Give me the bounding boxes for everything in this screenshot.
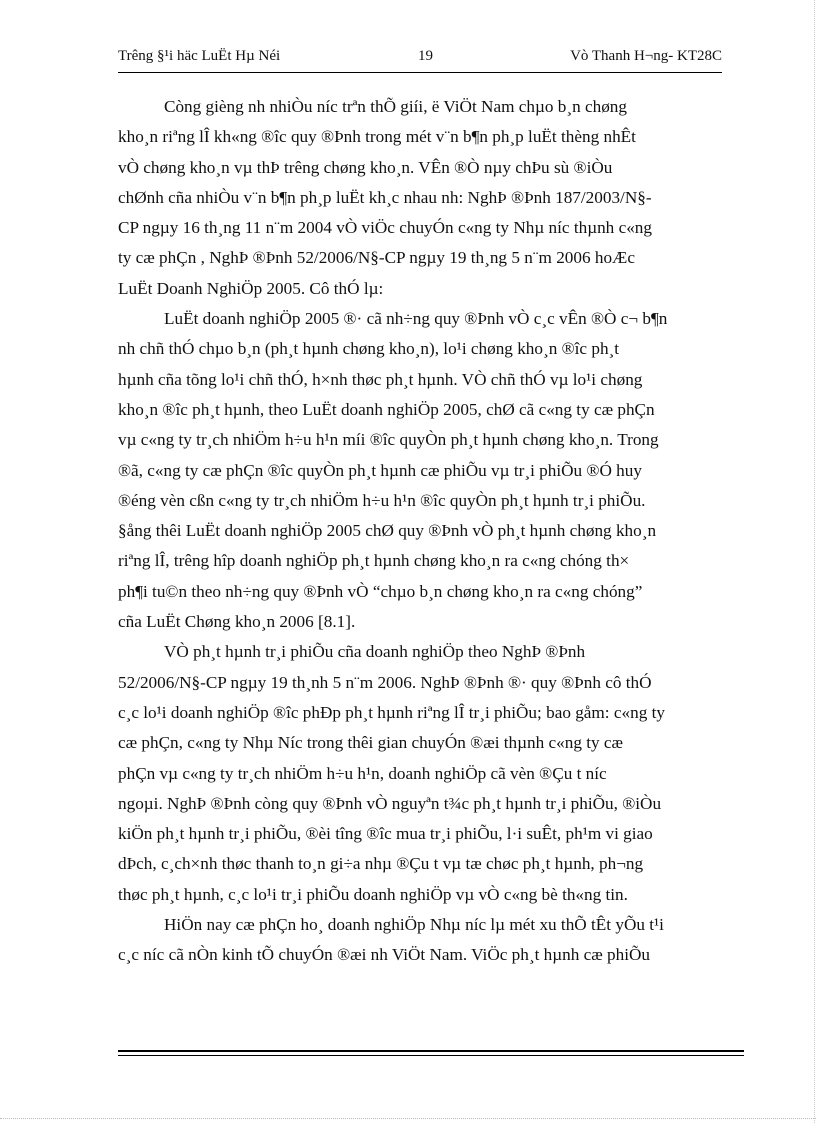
paragraph bbox=[118, 92, 740, 304]
text-line: hµnh cña tõng lo¹i chñ thÓ, h×nh thøc ph¸t hµnh. VÒ chñ thÓ vµ lo¹i chøng bbox=[118, 369, 643, 389]
text-line: cæ phÇn, c«ng ty Nhµ Níc trong thêi gian chuyÓn ®æi thµnh c«ng ty cæ bbox=[118, 733, 623, 753]
paragraph bbox=[118, 304, 740, 637]
text-line: vµ c«ng ty tr¸ch nhiÖm h÷u h¹n míi ®îc quyÒn ph¸t hµnh chøng kho¸n. Trong bbox=[118, 430, 659, 450]
text-line: kho¸n riªng lÎ kh«ng ®îc quy ®Þnh trong mét v¨n b¶n ph¸p luËt thèng nhÊt bbox=[118, 127, 636, 147]
paragraph bbox=[118, 910, 740, 971]
document-body bbox=[118, 92, 740, 971]
text-line: §ång thêi LuËt doanh nghiÖp 2005 chØ quy ®Þnh vÒ ph¸t hµnh chøng kho¸n bbox=[118, 521, 657, 541]
text-line: ty cæ phÇn , NghÞ ®Þnh 52/2006/N§-CP ngµy 19 th¸ng 5 n¨m 2006 hoÆc bbox=[118, 248, 635, 268]
header-institution: Trêng §¹i häc LuËt Hµ Néi bbox=[118, 48, 281, 64]
text-line: CP ngµy 16 th¸ng 11 n¨m 2004 vÒ viÖc chuyÓn c«ng ty Nhµ níc thµnh c«ng bbox=[118, 218, 652, 238]
paragraph bbox=[118, 637, 740, 910]
page-border-right bbox=[814, 0, 815, 1123]
text-line: vÒ chøng kho¸n vµ thÞ trêng chøng kho¸n. VÊn ®Ò nµy chÞu sù ®iÒu bbox=[118, 157, 613, 177]
text-line: c¸c lo¹i doanh nghiÖp ®îc phÐp ph¸t hµnh riªng lÎ tr¸i phiÕu; bao gåm: c«ng ty bbox=[118, 702, 665, 722]
text-line: dÞch, c¸ch×nh thøc thanh to¸n gi÷a nhµ ®Çu t vµ tæ chøc ph¸t hµnh, ph¬ng bbox=[118, 854, 644, 874]
text-line: 52/2006/N§-CP ngµy 19 th¸nh 5 n¨m 2006. NghÞ ®Þnh ®· quy ®Þnh cô thÓ bbox=[118, 672, 652, 692]
page-header bbox=[118, 48, 722, 70]
text-line: cña LuËt Chøng kho¸n 2006 [8.1]. bbox=[118, 612, 356, 632]
text-line: riªng lÎ, trêng hîp doanh nghiÖp ph¸t hµnh chøng kho¸n ra c«ng chóng th× bbox=[118, 551, 630, 571]
text-line: ®ã, c«ng ty cæ phÇn ®îc quyÒn ph¸t hµnh cæ phiÕu vµ tr¸i phiÕu ®Ó huy bbox=[118, 460, 642, 480]
text-line: LuËt Doanh NghiÖp 2005. Cô thÓ lµ: bbox=[118, 278, 384, 298]
text-line: ngoµi. NghÞ ®Þnh còng quy ®Þnh vÒ nguyªn t¾c ph¸t hµnh tr¸i phiÕu, ®iÒu bbox=[118, 793, 662, 813]
text-line: nh chñ thÓ chµo b¸n (ph¸t hµnh chøng kho¸n), lo¹i chøng kho¸n ®îc ph¸t bbox=[118, 339, 620, 359]
page-number: 19 bbox=[418, 48, 433, 64]
text-line: c¸c níc cã nÒn kinh tÕ chuyÓn ®æi nh ViÖt Nam. ViÖc ph¸t hµnh cæ phiÕu bbox=[118, 945, 650, 965]
text-line: HiÖn nay cæ phÇn ho¸ doanh nghiÖp Nhµ níc lµ mét xu thÕ tÊt yÕu t¹i bbox=[164, 915, 664, 935]
text-line: kho¸n ®îc ph¸t hµnh, theo LuËt doanh nghiÖp 2005, chØ cã c«ng ty cæ phÇn bbox=[118, 399, 655, 419]
text-line: phÇn vµ c«ng ty tr¸ch nhiÖm h÷u h¹n, doanh nghiÖp cã vèn ®Çu t níc bbox=[118, 763, 607, 783]
text-line: LuËt doanh nghiÖp 2005 ®· cã nh÷ng quy ®Þnh vÒ c¸c vÊn ®Ò c¬ b¶n bbox=[164, 309, 668, 329]
text-line: chØnh cña nhiÒu v¨n b¶n ph¸p luËt kh¸c nhau nh: NghÞ ®Þnh 187/2003/N§- bbox=[118, 187, 652, 207]
text-line: Còng gièng nh nhiÒu níc trªn thÕ giíi, ë ViÖt Nam chµo b¸n chøng bbox=[164, 97, 627, 116]
text-line: ph¶i tu©n theo nh÷ng quy ®Þnh vÒ “chµo b¸n chøng kho¸n ra c«ng chóng” bbox=[118, 581, 643, 601]
page-border-bottom bbox=[0, 1118, 816, 1119]
header-author: Vò Thanh H¬ng- KT28C bbox=[570, 48, 722, 64]
header-rule bbox=[118, 72, 722, 73]
text-line: thøc ph¸t hµnh, c¸c lo¹i tr¸i phiÕu doanh nghiÖp vµ vÒ c«ng bè th«ng tin. bbox=[118, 884, 628, 904]
footer-rule-thick bbox=[118, 1050, 744, 1052]
text-line: kiÖn ph¸t hµnh tr¸i phiÕu, ®èi tîng ®îc mua tr¸i phiÕu, l·i suÊt, ph¹m vi giao bbox=[118, 824, 653, 844]
text-line: VÒ ph¸t hµnh tr¸i phiÕu cña doanh nghiÖp theo NghÞ ®Þnh bbox=[164, 642, 586, 662]
footer-rule-thin bbox=[118, 1055, 744, 1056]
text-line: ®éng vèn cßn c«ng ty tr¸ch nhiÖm h÷u h¹n ®îc quyÒn ph¸t hµnh tr¸i phiÕu. bbox=[118, 490, 646, 510]
